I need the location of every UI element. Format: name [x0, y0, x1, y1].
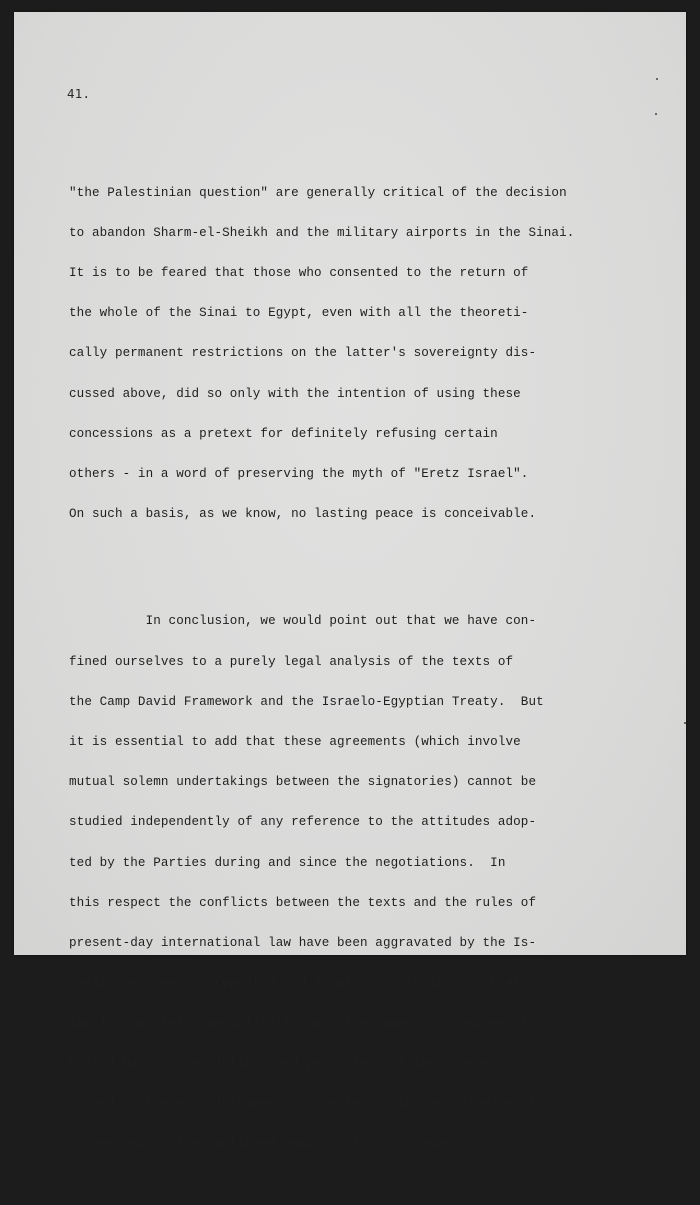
- text-line: studied independently of any reference to the attitudes adop-: [69, 815, 537, 830]
- text-line: concessions as a pretext for definitely refusing certain: [69, 426, 498, 441]
- paragraph-2: [69, 589, 649, 1179]
- paragraph-1: [69, 160, 649, 549]
- text-line: this respect the conflicts between the texts and the rules of: [69, 895, 537, 910]
- text-line: raeli government's repeated and flagrant violations of that: [69, 976, 521, 991]
- text-line: law in the field: we will cite only the numerous breaches of: [69, 1016, 529, 1031]
- text-line: cussed above, did so only with the intention of using these: [69, 386, 521, 401]
- text-line: mutual solemn undertakings between the signatories) cannot be: [69, 775, 537, 790]
- text-line: tories and in the continued bombing of south Lebanon.: [69, 1137, 475, 1152]
- scan-speck: [684, 722, 686, 724]
- scan-speck: [655, 113, 657, 115]
- text-line: present-day international law have been aggravated by the Is-: [69, 936, 537, 951]
- text-line: United Nations resolutions and provisions of the Charter in-: [69, 1056, 529, 1071]
- text-line: the Camp David Framework and the Israelo-Egyptian Treaty. But: [69, 694, 544, 709]
- text-line: others - in a word of preserving the myth of "Eretz Israel".: [69, 467, 529, 482]
- text-line: cally permanent restrictions on the latter's sovereignty dis-: [69, 346, 537, 361]
- text-line: "the Palestinian question" are generally critical of the decision: [69, 185, 567, 200]
- text-line: On such a basis, as we know, no lasting peace is conceivable.: [69, 507, 537, 522]
- text-line: ted by the Parties during and since the negotiations. In: [69, 855, 506, 870]
- text-line: In conclusion, we would point out that we have con-: [69, 614, 537, 629]
- scan-speck: [656, 78, 658, 80]
- document-body: [69, 133, 649, 1205]
- document-page: [14, 12, 686, 1152]
- text-line: it is essential to add that these agreements (which involve: [69, 735, 521, 750]
- text-line: volved in the establishment of colonies in the occupied terri-: [69, 1096, 544, 1111]
- text-line: It is to be feared that those who consented to the return of: [69, 266, 529, 281]
- text-line: to abandon Sharm-el-Sheikh and the military airports in the Sinai.: [69, 225, 575, 240]
- text-line: fined ourselves to a purely legal analysis of the texts of: [69, 654, 514, 669]
- page-number: 41.: [67, 86, 91, 101]
- text-line: the whole of the Sinai to Egypt, even with all the theoreti-: [69, 306, 529, 321]
